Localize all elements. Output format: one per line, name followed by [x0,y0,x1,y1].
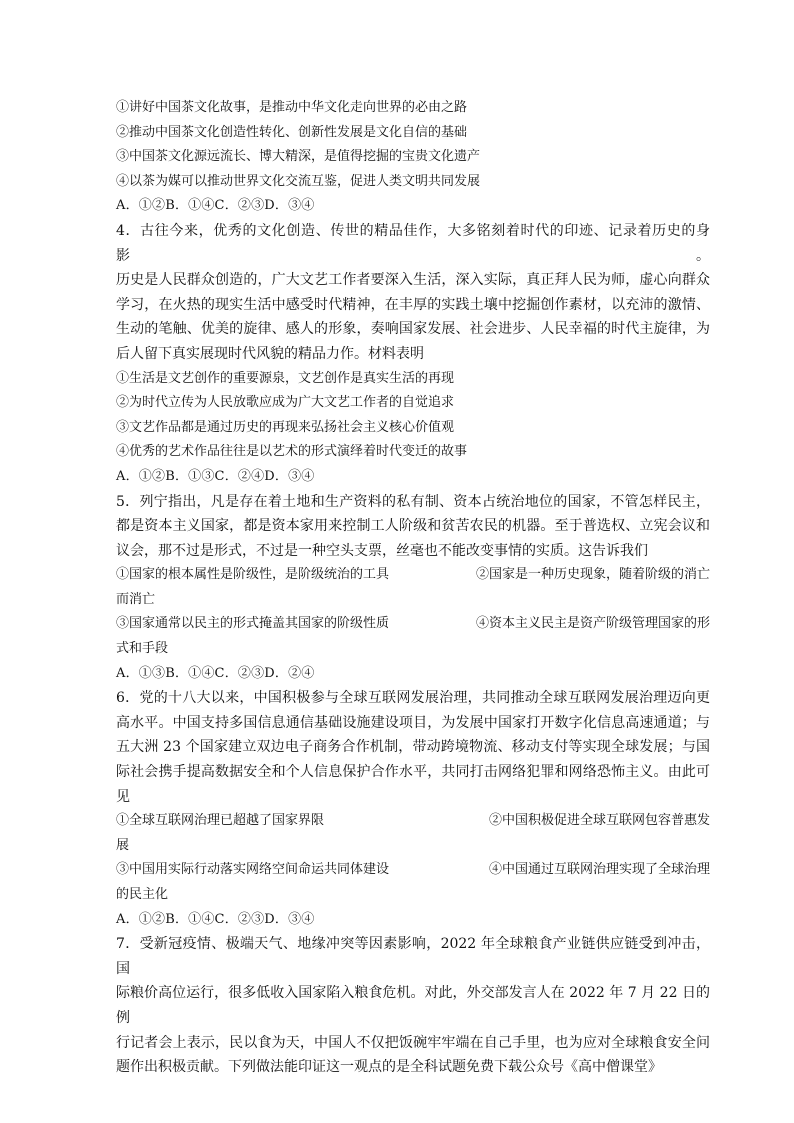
q7-stem-line: 行记者会上表示，民以食为天，中国人不仅把饭碗牢牢端在自己手里，也为应对全球粮食安全问 [116,1034,710,1051]
q5-answer-choices: A．①③B．①④C．②③D．②④ [116,665,315,681]
q6-stem-line: 高水平。中国支持多国信息通信基础设施建设项目，为发展中国家打开数字化信息高速通道；与 [116,714,710,731]
q3-answer-choices: A．①②B．①④C．②③D．③④ [116,198,315,214]
q5-option-4-continued: 式和手段 [116,641,169,657]
q3-option-2: ②推动中国茶文化创造性转化、创新性发展是文化自信的基础 [116,124,468,140]
q4-block [116,219,710,490]
q6-option-2: ②中国积极促进全球互联网包容普惠发 [488,813,710,829]
q4-option-2: ②为时代立传为人民放歌应成为广大文艺工作者的自觉追求 [116,395,455,411]
q6-block [116,686,710,932]
q6-stem-line: 见 [116,788,130,805]
q4-stem-line: 4．古往今来，优秀的文化创造、传世的精品佳作，大多铭刻着时代的印迹、记录着历史的身影。 [116,222,710,264]
q5-option-4: ④资本主义民主是资产阶级管理国家的形 [475,616,710,632]
q6-options-row-1 [116,809,710,834]
q6-stem-line: 际社会携手提高数据安全和个人信息保护合作水平，共同打击网络犯罪和网络恐怖主义。由此可 [116,764,710,781]
q4-stem-line: 后人留下真实展现时代风貌的精品力作。材料表明 [116,345,424,362]
q4-option-4: ④优秀的艺术作品往往是以艺术的形式演绎着时代变迁的故事 [116,444,468,460]
q6-option-4-continued: 的民主化 [116,887,169,902]
q5-stem-line: 都是资本主义国家，都是资本家用来控制工人阶级和贫苦农民的机器。至于普选权、立宪会议和 [116,518,710,535]
q4-answer-choices: A．①②B．①③C．②④D．③④ [116,468,315,484]
q5-stem-line: 议会，那不过是形式，不过是一种空头支票，丝毫也不能改变事情的实质。这告诉我们 [116,542,648,559]
q3-block [116,96,710,219]
q6-stem-line: 五大洲 23 个国家建立双边电子商务合作机制，带动跨境物流、移动支付等实现全球发展；与国 [116,739,710,756]
q6-answer-choices: A．①②B．①④C．②③D．③④ [116,911,315,927]
q4-stem-line: 生动的笔触、优美的旋律、感人的形象，奏响国家发展、社会进步、人民幸福的时代主旋律，为 [116,321,710,338]
q6-option-1: ①全球互联网治理已超越了国家界限 [116,813,325,829]
q5-option-2-continued: 而消亡 [116,591,156,607]
q3-option-3: ③中国茶文化源远流长、博大精深，是值得挖掘的宝贵文化遗产 [116,149,481,165]
q4-option-1: ①生活是文艺创作的重要源泉，文艺创作是真实生活的再现 [116,370,455,386]
q7-stem-line: 7．受新冠疫情、极端天气、地缘冲突等因素影响，2022 年全球粮食产业链供应链受到冲击，国 [116,936,710,977]
q7-stem-line: 际粮价高位运行，很多低收入国家陷入粮食危机。对此，外交部发言人在 2022 年 7 月 22 日的例 [116,985,710,1026]
q4-stem-line: 学习，在火热的现实生活中感受时代精神，在丰厚的实践土壤中挖掘创作素材，以充沛的激情、 [116,296,710,313]
q5-option-1: ①国家的根本属性是阶级性，是阶级统治的工具 [116,567,390,583]
q5-options-row-1 [116,563,710,588]
q7-block [116,932,710,1080]
q6-option-2-continued: 展 [116,837,130,853]
q4-option-3: ③文艺作品都是通过历史的再现来弘扬社会主义核心价值观 [116,419,455,435]
q3-option-1: ①讲好中国茶文化故事，是推动中华文化走向世界的必由之路 [116,100,468,115]
q6-options-row-2 [116,858,710,883]
q5-options-row-2 [116,612,710,637]
q5-stem-line: 5．列宁指出，凡是存在着土地和生产资料的私有制、资本占统治地位的国家，不管怎样民主， [116,493,710,510]
q4-stem-line: 历史是人民群众创造的，广大文艺工作者要深入生活，深入实际，真正拜人民为师，虚心向群众 [116,272,710,289]
q6-stem-line: 6．党的十八大以来，中国积极参与全球互联网发展治理，共同推动全球互联网发展治理迈向更 [116,690,710,707]
q6-option-4: ④中国通过互联网治理实现了全球治理 [488,862,710,878]
exam-page [116,96,710,1080]
q5-option-2: ②国家是一种历史现象，随着阶级的消亡 [475,567,710,583]
q5-option-3: ③国家通常以民主的形式掩盖其国家的阶级性质 [116,616,390,632]
q6-option-3: ③中国用实际行动落实网络空间命运共同体建设 [116,862,390,878]
q7-stem-line: 题作出积极贡献。下列做法能印证这一观点的是全科试题免费下载公众号《高中僧课堂》 [116,1059,662,1076]
q5-block [116,490,710,687]
q3-option-4: ④以茶为媒可以推动世界文化交流互鉴，促进人类文明共同发展 [116,173,481,189]
